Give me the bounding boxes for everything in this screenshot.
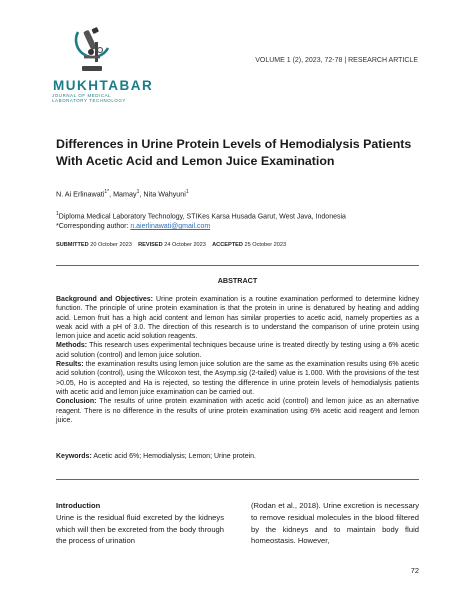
keywords-label: Keywords: (56, 453, 92, 460)
microscope-icon (72, 26, 112, 76)
paper-title: Differences in Urine Protein Levels of Hemodialysis Patients With Acetic Acid and Lemon Juice Examination (56, 137, 412, 168)
keywords-text: Acetic acid 6%; Hemodialysis; Lemon; Urine protein. (91, 453, 256, 460)
abstract-heading: ABSTRACT (217, 276, 258, 285)
revised-date: 24 October 2023 (164, 242, 206, 248)
affiliation-text: Diploma Medical Laboratory Technology, STIKes Karsa Husada Garut, West Java, Indonesia (58, 213, 346, 221)
journal-logo (52, 26, 154, 104)
revised-label: REVISED (138, 242, 163, 248)
author-name: N. Ai Erlinawati (56, 189, 105, 199)
intro-left-text: Urine is the residual fluid excreted by the kidneys which will then be excreted from the body through the process of urination (56, 512, 224, 546)
intro-right-column (251, 500, 419, 547)
author-list (56, 189, 189, 198)
intro-heading: Introduction (56, 501, 101, 510)
accepted-date: 25 October 2023 (244, 242, 287, 248)
abstract-conclusion: Conclusion: The results of urine protein examination with acetic acid (control) and lemon juice as an alternative reagent. There is no difference in the results of urine protein examination using 6% acetic acid reagent and lemon juice. (56, 398, 419, 424)
submitted-date: 20 October 2023 (90, 242, 132, 248)
author-sup: 1 (136, 189, 140, 195)
author-sup: 1* (104, 189, 110, 195)
journal-name: MUKHTABAR (53, 78, 154, 93)
abstract-background: Background and Objectives: Urine protein examination is a routine examination performed to determine kidney function. The principle of urine protein examination is that the protein in urine is denatured by heating and adding acid. Lemon fruit has a high acid content and lemon has similar properties to acetic acid, namely properties as a weak acid with a pH of 3.0. The direction of this research is to understand the comparison of urine protein using lemon juice and acetic acid solution reagents. (56, 296, 419, 341)
keywords (56, 453, 256, 460)
corresponding-label: *Corresponding author: (56, 223, 131, 231)
submission-dates (56, 242, 286, 248)
divider-bottom (56, 479, 419, 480)
author-sup: 1 (185, 189, 189, 195)
email-link[interactable]: n.aierlinawati@gmail.com (130, 223, 211, 231)
page-number: 72 (410, 566, 419, 575)
abstract-results: Results: the examination results using lemon juice solution are the same as the examination results using 6% acetic acid solution (control), using the Wilcoxon test, the Asymp.sig (2-tailed) value is 1.000. With the provisions of the test >0.05, Ho is accepted and Ha is rejected, so testing the difference in urine protein levels of hemodialysis patients with acetic acid and lemon juice examination can be carried out. (56, 361, 419, 396)
divider-top (56, 265, 419, 266)
accepted-label: ACCEPTED (212, 242, 243, 248)
intro-left-column (56, 500, 224, 547)
journal-subtitle-1: JOURNAL OF MEDICAL (52, 93, 112, 98)
intro-right-text: (Rodan et al., 2018). Urine excretion is necessary to remove residual molecules in the blood filtered by the kidneys and to maintain body fluid homeostasis. However, (251, 501, 419, 546)
abstract-body (56, 295, 419, 425)
affiliation-sup: 1 (56, 211, 59, 217)
author-name: , Nita Wahyuni (139, 189, 186, 199)
volume-info: VOLUME 1 (2), 2023, 72-78 | RESEARCH ARTICLE (255, 57, 418, 64)
submitted-label: SUBMITTED (56, 242, 89, 248)
journal-subtitle-2: LABORATORY TECHNOLOGY (52, 98, 126, 104)
abstract-methods: Methods: This research uses experimental techniques because urine is treated directly by testing using a 6% acetic acid solution (control) and lemon juice solution. (56, 342, 419, 359)
author-name: , Mamay (109, 189, 137, 199)
affiliation-block (56, 209, 420, 232)
